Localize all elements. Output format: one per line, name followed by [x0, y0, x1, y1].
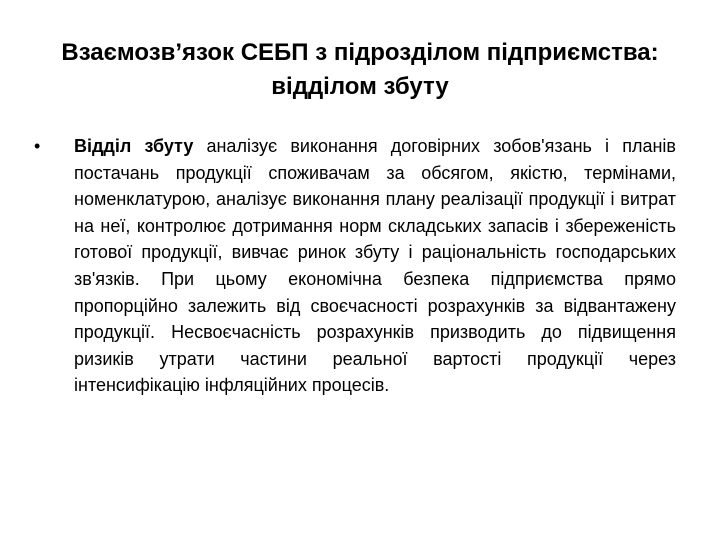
slide-title	[30, 36, 690, 104]
bullet-dot-icon: •	[34, 136, 41, 156]
bullet-bold-lead: Відділ збуту	[74, 136, 194, 156]
slide-title-line-1: Взаємозв’язок СЕБП з підрозділом підприємства:	[61, 39, 659, 66]
bullet-list	[34, 133, 676, 399]
slide-title-line-2: відділом збуту	[271, 73, 449, 100]
bullet-text	[74, 133, 676, 399]
bullet-item	[34, 133, 676, 399]
bullet-body-text: аналізує виконання договірних зобов'язань і планів постачань продукції споживачам за обсягом, якістю, термінами, номенклатурою, аналізує виконання плану реалізації продукції і витрат на неї, контролює дотримання норм складських запасів і збереженість готової продукції, вивчає ринок збуту і раціональність господарських зв'язків. При цьому економічна безпека підприємства прямо пропорційно залежить від своєчасності розрахунків за відвантажену продукції. Несвоєчасність розрахунків призводить до підвищення ризиків утрати частини реальної вартості продукції через інтенсифікацію інфляційних процесів.	[74, 136, 676, 396]
